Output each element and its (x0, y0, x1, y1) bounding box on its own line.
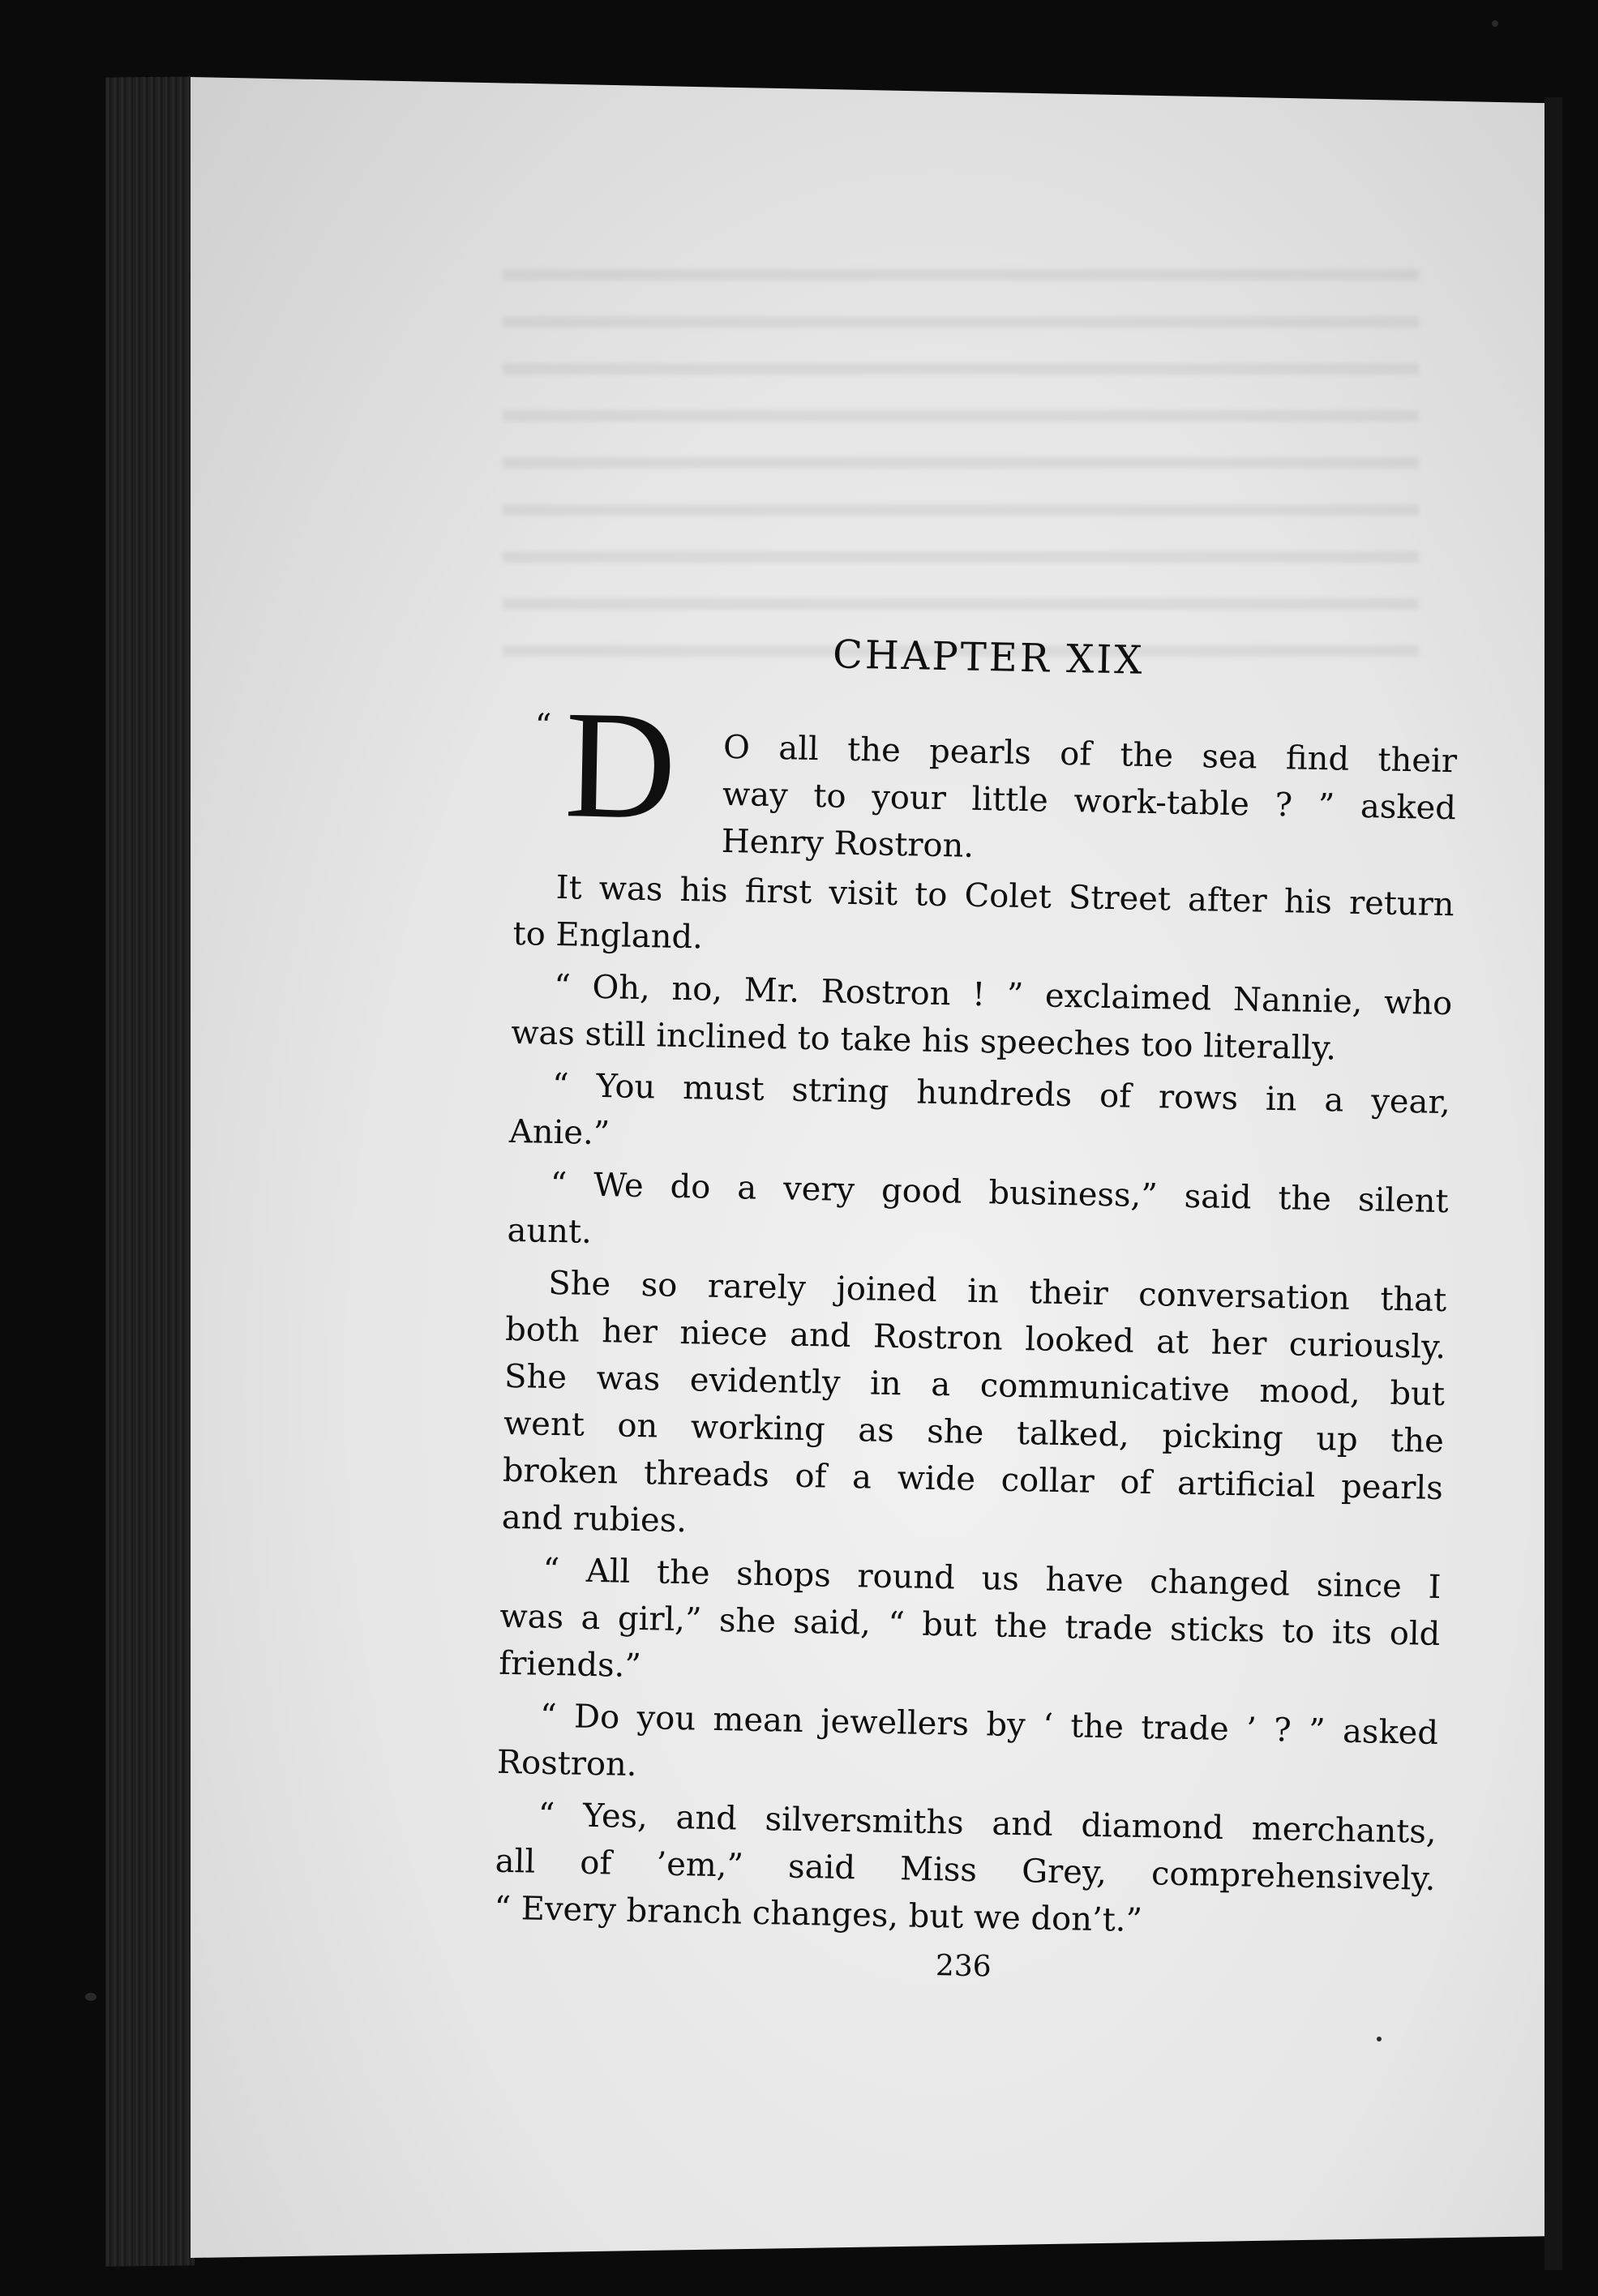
text-line: was a girl,” she said, “ but the trade sticks to its old (499, 1597, 1441, 1654)
text-line: Henry Rostron. (721, 822, 975, 865)
text-line: She was evidently in a communicative mood, but (503, 1357, 1446, 1414)
text-line: both her niece and Rostron looked at her curiously. (504, 1310, 1446, 1367)
text-line: all of ’em,” said Miss Grey, comprehensively. (495, 1842, 1436, 1898)
dust-speck (85, 1993, 96, 2001)
body-paragraphs (494, 863, 1454, 1955)
text-line: Rostron. (496, 1743, 637, 1784)
text-line: She so rarely joined in their conversation that (547, 1264, 1447, 1320)
text-line: It was his first visit to Colet Street after his return (555, 868, 1455, 924)
paragraph (499, 1546, 1442, 1705)
drop-cap: D (563, 679, 678, 852)
text-line: broken threads of a wide collar of artificial pearls (502, 1451, 1444, 1508)
text-line: “ Do you mean jewellers by ‘ the trade ’ ? ” asked (539, 1697, 1439, 1753)
page-text-block (493, 624, 1459, 2012)
chapter-title: CHAPTER XIX (832, 632, 1145, 683)
text-line: friends.” (498, 1644, 642, 1686)
paragraph (512, 863, 1454, 975)
text-line: went on working as she talked, picking up the (503, 1404, 1445, 1461)
paragraph (494, 1791, 1437, 1950)
text-line: “ Oh, no, Mr. Rostron ! ” exclaimed Nannie, who (553, 967, 1453, 1023)
text-line: was still inclined to take his speeches too literally. (510, 1013, 1337, 1068)
text-line: Anie.” (508, 1112, 610, 1153)
book-spine-edge (1544, 97, 1562, 2270)
paragraph (508, 1061, 1450, 1173)
text-line: “ All the shops round us have changed since I (542, 1551, 1442, 1607)
paragraph (496, 1692, 1438, 1804)
dust-speck (1492, 20, 1498, 27)
text-line: to England. (512, 915, 704, 957)
text-line: way to your little work-table ? ” asked (722, 775, 1457, 828)
text-line: “ We do a very good business,” said the silent (550, 1165, 1449, 1221)
text-line: aunt. (507, 1211, 593, 1251)
opening-quote-mark: “ (534, 707, 552, 745)
paragraph (501, 1259, 1446, 1559)
text-line: O all the pearls of the sea find their (722, 728, 1458, 781)
opening-lines (721, 724, 1457, 879)
page-edge-stack (105, 76, 195, 2266)
text-line: “ You must string hundreds of rows in a year, (551, 1066, 1451, 1122)
page-number: 236 (935, 1949, 992, 1984)
text-line: “ Yes, and silversmiths and diamond merchants, (538, 1796, 1437, 1851)
paragraph (511, 962, 1453, 1074)
text-line: “ Every branch changes, but we don’t.” (494, 1889, 1143, 1940)
paragraph (507, 1160, 1449, 1272)
text-line: and rubies. (501, 1498, 688, 1540)
dust-speck (1377, 2037, 1382, 2041)
show-through-bleed (503, 268, 1419, 657)
